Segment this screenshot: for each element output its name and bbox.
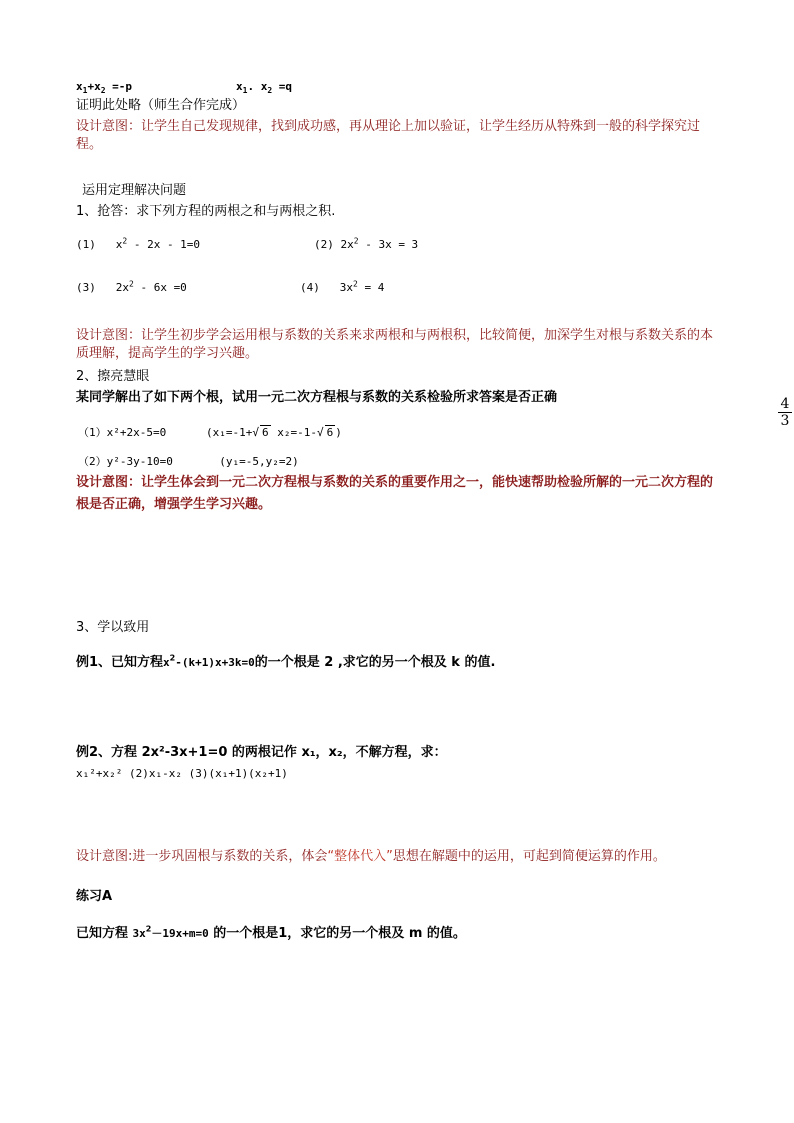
design-intent-3: 设计意图:进一步巩固根与系数的关系，体会“整体代入”思想在解题中的运用，可起到简便运算的作用。: [76, 849, 666, 864]
example-2-parts: x₁²+x₂² (2)x₁-x₂ (3)(x₁+1)(x₂+1): [76, 767, 288, 780]
q1-equation-4: (4) $3x^2 = 4$: [300, 279, 385, 294]
q2-heading: 2、擦亮慧眼: [76, 369, 150, 384]
q2-item-1: （1）x²+2x-5=0 (x₁=-1+√ 6 x₂=-1-√ 6 ): [78, 426, 342, 439]
q1-equation-2: (2) $2x^2 - 3x = 3$: [314, 236, 419, 251]
example-1: 例1、已知方程$x^2-(k+1)x+3k=0$的一个根是 2 ,求它的另一个根及 k 的值.: [76, 653, 496, 670]
section-apply-theorem: 运用定理解决问题: [82, 183, 187, 198]
proof-note: 证明此处略（师生合作完成）: [76, 98, 246, 113]
sum-formula: $x_1+x_2 =-p$: [76, 80, 133, 96]
q1-equation-1: (1) $x^2 - 2x - 1=0$: [76, 236, 201, 251]
exercise-heading: 练习A: [76, 889, 113, 904]
q2-item-2: （2）y²-3y-10=0 (y₁=-5,y₂=2): [78, 455, 299, 468]
page-fraction: $\frac{4}{3}$: [778, 396, 792, 429]
q1-heading: 1、抢答：求下列方程的两根之和与两根之积.: [76, 204, 336, 219]
example-2: 例2、方程 2x²-3x+1=0 的两根记作 x₁，x₂，不解方程，求：: [76, 745, 447, 760]
exercise-question: 已知方程 $3x^2-19x+m=0$ 的一个根是1，求它的另一个根及 m 的值。: [76, 924, 466, 941]
design-intent-2: 设计意图：让学生初步学会运用根与系数的关系来求两根和与两根积，比较简便，加深学生对根与系数关系的本质理解，提高学生的学习兴趣。: [76, 328, 714, 361]
design-intent-1: 设计意图：让学生自己发现规律，找到成功感，再从理论上加以验证，让学生经历从特殊到一般的科学探究过程。: [76, 119, 701, 152]
product-formula: $x_1$. $x_2 =q$: [236, 80, 293, 96]
q3-heading: 3、学以致用: [76, 620, 150, 635]
design-intent-q2: 设计意图：让学生体会到一元二次方程根与系数的关系的重要作用之一，能快速帮助检验所解的一元二次方程的根是否正确，增强学生学习兴趣。: [76, 475, 714, 512]
q2-prompt: 某同学解出了如下两个根，试用一元二次方程根与系数的关系检验所求答案是否正确: [76, 390, 558, 405]
q1-equation-3: (3) $2x^2 - 6x =0$: [76, 279, 187, 294]
